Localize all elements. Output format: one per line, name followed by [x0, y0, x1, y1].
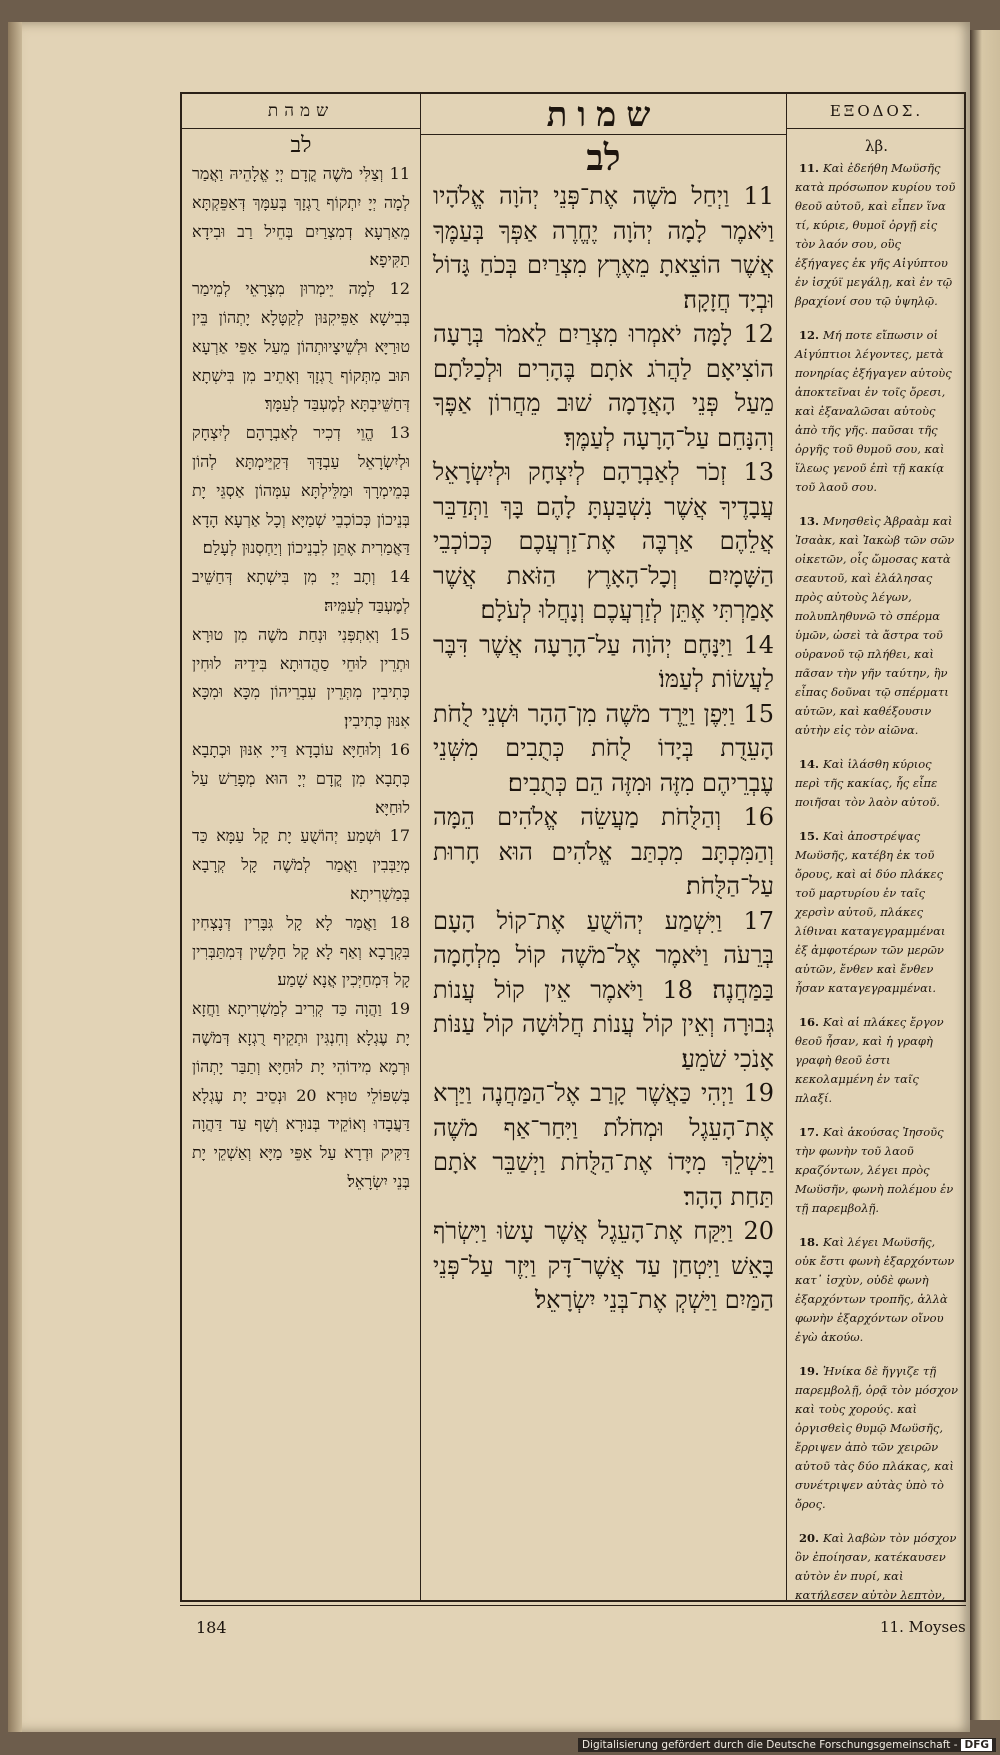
targum-chapter-number: לב — [290, 133, 312, 158]
hebrew-verse: 20 וַיִּקַּח אֶת־הָעֵגֶל אֲשֶׁר עָשׂוּ וַיִּשְׂרֹף בָּאֵשׁ וַיִּטְחַן עַד אֲשֶׁר־דָּק וַיִּזֶר עַל־פְּנֵי הַמַּיִם וַיַּשְׁקְ אֶת־בְּנֵי יִשְׂרָאֵל׃ — [433, 1217, 774, 1314]
greek-verse-number: 19. — [799, 1364, 820, 1378]
page-number: 184 — [196, 1618, 227, 1637]
greek-verse-text: Καὶ ἀκούσας Ἰησοῦς τὴν φωνὴν τοῦ λαοῦ κραζόντων, λέγει πρὸς Μωϋσῆν, φωνὴ πολέμου ἐν τῇ παρεμβολῇ. — [795, 1125, 954, 1215]
targum-verse: 14 וְתָב יְיָ מִן בִּישְׁתָא דְּחַשֵּׁיב לְמֶעְבַּד לְעַמֵּיהּ׃ — [192, 567, 410, 615]
greek-verse — [787, 1013, 966, 1108]
greek-verse-number: 13. — [799, 514, 820, 528]
digitization-credit — [578, 1738, 996, 1752]
greek-verse — [787, 326, 966, 497]
targum-verse: 19 וַהֲוָה כַּד קְרִיב לְמַשְׁרִיתָא וַחֲזָא יָת עֶגְלָא וְחִנְגִּין וּתְקֵיף רֻגְזָא דְּמֹשֶׁה וּרְמָא מִידוֹהִי יָת לוּחַיָּא וְתַבַּר יָתְהוֹן בְּשִׁפּוֹלֵי טוּרָא׃ 20 וּנְסֵיב יָת עֶגְלָא דַּעֲבָדוּ וְאוֹקֵיד בְּנוּרָא וְשָׁף עַד דַּהֲוָה דַּקִּיק וּדְרָא עַל אַפֵּי מַיָּא וְאַשְׁקֵי יָת בְּנֵי יִשְׂרָאֵל׃ — [192, 999, 410, 1191]
targum-verse: 11 וְצַלִּי מֹשֶׁה קֳדָם יְיָ אֱלָהֵיהּ וַאֲמַר לְמָה יְיָ יִתְקוֹף רֻגְזָךְ בְּעַמָּךְ דְּאַפֵּקְתָּא מֵאַרְעָא דְמִצְרַיִם בְּחֵיל רַב וּבִידָא תַקִּיפָא׃ — [192, 164, 410, 270]
hebrew-column — [420, 94, 786, 1600]
greek-verse — [787, 827, 966, 998]
targum-verse: 13 הֱוֵי דְכִיר לְאַבְרָהָם לְיִצְחָק וּלְיִשְׂרָאֵל עַבְדָּךְ דְּקַיֵּימְתָּא לְהוֹן בְּמֵימְרָךְ וּמַלֵּילְתָּא עִמְּהוֹן אַסְגֵּי יָת בְּנֵיכוֹן כְּכוֹכְבֵי שְׁמַיָּא וְכָל אַרְעָא הָדָא דַּאֲמַרִית אֶתֵּן לִבְנֵיכוֹן וְיַחְסְנוּן לְעָלַם׃ — [192, 423, 410, 558]
targum-text — [182, 160, 420, 1197]
targum-column — [182, 94, 420, 1600]
greek-column — [786, 94, 966, 1600]
greek-verse-number: 11. — [799, 161, 820, 175]
targum-header: שמהת — [182, 94, 420, 129]
text-frame — [180, 92, 966, 1602]
hebrew-text — [421, 179, 786, 1318]
greek-verse-number: 18. — [799, 1235, 820, 1249]
greek-verse-text: Καὶ λαβὼν τὸν μόσχον ὃν ἐποίησαν, κατέκαυσεν αὐτὸν ἐν πυρί, καὶ κατήλεσεν αὐτὸν λεπτὸν, — [795, 1531, 957, 1600]
footer-rule — [180, 1605, 966, 1606]
greek-verse-number: 14. — [799, 757, 820, 771]
greek-verse-number: 12. — [799, 328, 820, 342]
targum-verse: 16 וְלוּחַיָּא עוֹבָדָא דַּייָ אִנּוּן וּכְתָבָא כְּתָבָא מִן קֳדָם יְיָ הוּא מְפָרַשׁ עַל לוּחַיָּא׃ — [192, 739, 410, 817]
hebrew-verse: 15 וַיִּפֶן וַיֵּרֶד מֹשֶׁה מִן־הָהָר וּשְׁנֵי לֻחֹת הָעֵדֻת בְּיָדוֹ לֻחֹת כְּתֻבִים מִשְּׁנֵי עֶבְרֵיהֶם מִזֶּה וּמִזֶּה הֵם כְּתֻבִים׃ — [433, 699, 774, 797]
greek-verse-text: Καὶ λέγει Μωϋσῆς, οὐκ ἔστι φωνὴ ἐξαρχόντων κατ᾽ ἰσχὺν, οὐδὲ φωνὴ ἐξαρχόντων τροπῆς, ἀλλὰ φωνὴν ἐξαρχόντων οἴνου ἐγὼ ἀκούω. — [795, 1235, 955, 1344]
catchword: 11. Moyses — [880, 1618, 966, 1636]
hebrew-header: שמות — [421, 94, 786, 135]
hebrew-verse: 19 וַיְהִי כַּאֲשֶׁר קָרַב אֶל־הַמַּחֲנֶה וַיַּרְא אֶת־הָעֵגֶל וּמְחֹלֹת וַיִּחַר־אַף מֹשֶׁה וַיַּשְׁלֵךְ מִיָּדוֹ אֶת־הַלֻּחֹת וַיְשַׁבֵּר אֹתָם תַּחַת הָהָר׃ — [433, 1079, 774, 1211]
greek-header: ΕΞΟΔΟΣ. — [787, 94, 966, 129]
greek-verse — [787, 1362, 966, 1514]
greek-verse-text: Καὶ ἱλάσθη κύριος περὶ τῆς κακίας, ἧς εἶπε ποιῆσαι τὸν λαὸν αὐτοῦ. — [795, 757, 940, 809]
greek-verse-text: Καὶ ἀποστρέψας Μωϋσῆς, κατέβη ἐκ τοῦ ὄρους, καὶ αἱ δύο πλάκες τοῦ μαρτυρίου ἐν ταῖς χερσὶν αὐτοῦ, πλάκες λίθιναι καταγεγραμμέναι ἐξ ἀμφοτέρων τῶν μερῶν αὐτῶν, ἔνθεν καὶ ἔνθεν ἦσαν καταγεγραμμέναι. — [795, 829, 946, 995]
targum-verse: 15 וְאִתְפְּנִי וּנְחַת מֹשֶׁה מִן טוּרָא וּתְרֵין לוּחֵי סַהֲדוּתָא בִּידֵיהּ לוּחִין כְּתִיבִין מִתְּרֵין עִבְרֵיהוֹן מִכָּא וּמִכָּא אִנּוּן כְּתִיבִין׃ — [192, 624, 410, 731]
dfg-logo: DFG — [961, 1739, 992, 1751]
hebrew-verse: 16 וְהַלֻּחֹת מַעֲשֵׂה אֱלֹהִים הֵמָּה וְהַמִּכְתָּב מִכְתַּב אֱלֹהִים הוּא חָרוּת עַל־הַלֻּחֹת׃ — [433, 803, 774, 900]
hebrew-verse: 14 וַיִּנָּחֶם יְהֹוָה עַל־הָרָעָה אֲשֶׁר דִּבֶּר לַעֲשׂוֹת לְעַמּוֹ׃ — [433, 630, 774, 693]
greek-text — [787, 159, 966, 1600]
greek-verse-number: 17. — [799, 1125, 820, 1139]
targum-verse: 12 לְמָה יֵימְרוּן מִצְרָאֵי לְמֵימַר בְּבִישָׁא אַפֵּיקִנּוּן לְקַטָּלָא יָתְהוֹן בֵּין טוּרַיָּא וּלְשֵׁיצָיוּתְהוֹן מֵעַל אַפֵּי אַרְעָא תּוּב מִתְּקוֹף רֻגְזָךְ וְאָתֵיב מִן בִּישְׁתָא דְּחַשֵּׁיבְתָּא לְמֶעְבַּד לְעַמָּךְ׃ — [192, 279, 410, 414]
credit-text: Digitalisierung gefördert durch die Deutsche Forschungsgemeinschaft - — [581, 1739, 958, 1751]
targum-verse: 17 וּשְׁמַע יְהוֹשֻׁעַ יָת קָל עַמָּא כַּד מְיַבְּבִין וַאֲמַר לְמֹשֶׁה קָל קְרָבָא בְּמַשְׁרִיתָא׃ — [192, 826, 410, 903]
hebrew-verse: 17 וַיִּשְׁמַע יְהוֹשֻׁעַ אֶת־קוֹל הָעָם בְּרֵעֹה וַיֹּאמֶר אֶל־מֹשֶׁה קוֹל מִלְחָמָה בַּמַּחֲנֶה׃ 18 וַיֹּאמֶר אֵין קוֹל עֲנוֹת גְּבוּרָה וְאֵין קוֹל עֲנוֹת חֲלוּשָׁה קוֹל עַנּוֹת אָנֹכִי שֹׁמֵעַ׃ — [433, 906, 774, 1073]
greek-verse-text: Καὶ αἱ πλάκες ἔργον θεοῦ ἦσαν, καὶ ἡ γραφὴ γραφὴ θεοῦ ἐστι κεκολαμμένη ἐν ταῖς πλαξί. — [795, 1015, 944, 1105]
greek-verse — [787, 159, 966, 311]
greek-verse-number: 20. — [799, 1531, 820, 1545]
greek-verse-text: Μή ποτε εἴπωσιν οἱ Αἰγύπτιοι λέγοντες, μετὰ πονηρίας ἐξήγαγεν αὐτοὺς ἀποκτεῖναι ἐν τοῖς ὄρεσι, καὶ ἐξαναλῶσαι αὐτοὺς ἀπὸ τῆς γῆς. παῦσαι τῆς ὀργῆς τοῦ θυμοῦ σου, καὶ ἵλεως γενοῦ ἐπὶ τῇ κακίᾳ τοῦ λαοῦ σου. — [795, 328, 952, 494]
greek-verse — [787, 755, 966, 812]
greek-verse — [787, 512, 966, 740]
greek-verse — [787, 1233, 966, 1347]
greek-verse-number: 15. — [799, 829, 820, 843]
greek-verse-number: 16. — [799, 1015, 820, 1029]
hebrew-verse: 11 וַיְחַל מֹשֶׁה אֶת־פְּנֵי יְהֹוָה אֱלֹהָיו וַיֹּאמֶר לָמָה יְהֹוָה יֶחֱרֶה אַפְּךָ בְּעַמֶּךָ אֲשֶׁר הוֹצֵאתָ מֵאֶרֶץ מִצְרַיִם בְּכֹחַ גָּדוֹל וּבְיָד חֲזָקָה׃ — [433, 182, 774, 314]
greek-chapter-number: λβ. — [865, 137, 888, 155]
hebrew-verse: 13 זְכֹר לְאַבְרָהָם לְיִצְחָק וּלְיִשְׂרָאֵל עֲבָדֶיךָ אֲשֶׁר נִשְׁבַּעְתָּ לָהֶם בָּךְ וַתְּדַבֵּר אֲלֵהֶם אַרְבֶּה אֶת־זַרְעֲכֶם כְּכוֹכְבֵי הַשָּׁמָיִם וְכָל־הָאָרֶץ הַזֹּאת אֲשֶׁר אָמַרְתִּי אֶתֵּן לְזַרְעֲכֶם וְנָחֲלוּ לְעֹלָם׃ — [433, 458, 774, 624]
targum-verse: 18 וַאֲמַר לָא קָל גִּבָּרִין דְּנָצְחִין בִּקְרָבָא וְאַף לָא קָל חַלָּשִׁין דְּמִתַּבְּרִין קָל דִּמְחַיְּכִין אֲנָא שָׁמַע׃ — [192, 912, 410, 990]
greek-verse — [787, 1123, 966, 1218]
adjacent-page-edge — [970, 30, 1000, 1720]
greek-verse-text: Ἡνίκα δὲ ἤγγιζε τῇ παρεμβολῇ, ὁρᾷ τὸν μόσχον καὶ τοὺς χορούς. καὶ ὀργισθεὶς θυμῷ Μωϋσῆς, ἔρριψεν ἀπὸ τῶν χειρῶν αὐτοῦ τὰς δύο πλάκας, καὶ συνέτριψεν αὐτὰς ὑπὸ τὸ ὄρος. — [795, 1364, 958, 1511]
page-edge — [8, 22, 22, 1732]
hebrew-chapter-number: לב — [586, 137, 621, 179]
greek-verse-text: Μνησθεὶς Ἀβραὰμ καὶ Ἰσαὰκ, καὶ Ἰακὼβ τῶν σῶν οἰκετῶν, οἷς ὤμοσας κατὰ σεαυτοῦ, καὶ ἐλάλησας πρὸς αὐτοὺς λέγων, πολυπληθυνῶ τὸ σπέρμα ὑμῶν, ὡσεὶ τὰ ἄστρα τοῦ οὐρανοῦ τῷ πλήθει, καὶ πᾶσαν τὴν γῆν ταύτην, ἣν εἶπας δοῦναι τῷ σπέρματι αὐτῶν, καὶ καθέξουσιν αὐτὴν εἰς τὸν αἰῶνα. — [795, 514, 955, 737]
hebrew-verse: 12 לָמָּה יֹאמְרוּ מִצְרַיִם לֵאמֹר בְּרָעָה הוֹצִיאָם לַהֲרֹג אֹתָם בֶּהָרִים וּלְכַלֹּתָם מֵעַל פְּנֵי הָאֲדָמָה שׁוּב מֵחֲרוֹן אַפֶּךָ וְהִנָּחֵם עַל־הָרָעָה לְעַמֶּךָ׃ — [433, 320, 774, 452]
greek-verse — [787, 1529, 966, 1600]
greek-verse-text: Καὶ ἐδεήθη Μωϋσῆς κατὰ πρόσωπον κυρίου τοῦ θεοῦ αὐτοῦ, καὶ εἶπεν ἵνα τί, κύριε, θυμοῖ ὀργῇ εἰς τὸν λαόν σου, οὓς ἐξήγαγες ἐκ γῆς Αἰγύπτου ἐν ἰσχύϊ μεγάλῃ, καὶ ἐν τῷ βραχίονί σου τῷ ὑψηλῷ. — [795, 161, 956, 308]
